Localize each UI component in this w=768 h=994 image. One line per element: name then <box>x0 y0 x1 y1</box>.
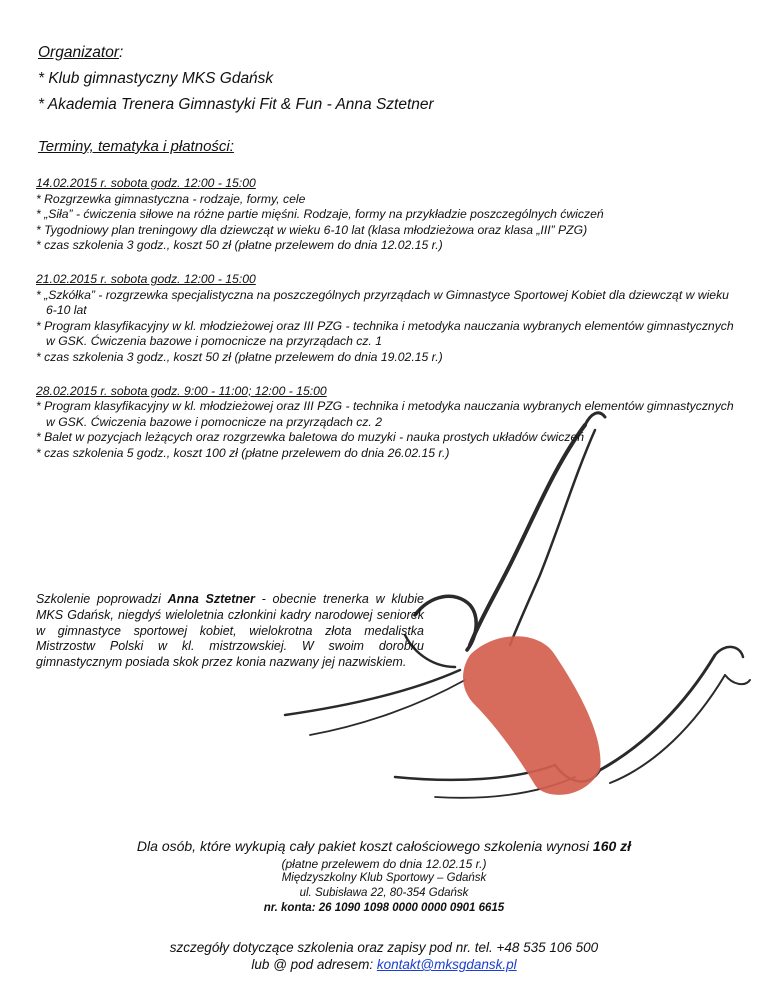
email-line <box>0 957 768 972</box>
organizer-block <box>38 40 434 118</box>
session-1-item-3: * Tygodniowy plan treningowy dla dziewcząt w wieku 6-10 lat (klasa młodzieżowa oraz klasa „III” PZG) <box>36 222 588 237</box>
organizer-label: Organizator <box>38 44 119 61</box>
session-1-item-2: * „Siła” - ćwiczenia siłowe na różne partie mięśni. Rodzaje, formy na przykładzie poszczególnych ćwiczeń <box>36 207 604 222</box>
package-text: Dla osób, które wykupią cały pakiet koszt całościowego szkolenia wynosi <box>136 838 593 854</box>
session-3-item-1: * Program klasyfikacyjny w kl. młodzieżowej oraz III PZG - technika i metodyka nauczania wybranych elementów gimnastycznych w GSK. Ćwiczenia bazowe i pomocnicze na przyrządach cz. 2 <box>36 399 734 429</box>
trainer-bio <box>36 592 424 671</box>
bank-account: nr. konta: 26 1090 1098 0000 0000 0901 6615 <box>263 902 505 914</box>
bio-text: - obecnie trenerka w klubie MKS Gdańsk, niegdyś wieloletnia członkini kadry narodowej seniorek w gimnastyce sportowej kobiet, wielokrotna złota medalistka Mistrzostw Polski w kl. mistrzowskiej. W swoim dorobku gimnastycznym posiada skok przez konia nazwany jej nazwiskiem. <box>36 592 424 670</box>
club-address: ul. Subisława 22, 80-354 Gdańsk <box>299 887 469 899</box>
session-1-item-1: * Rozgrzewka gimnastyczna - rodzaje, formy, cele <box>36 191 306 206</box>
contact-line: szczegóły dotyczące szkolenia oraz zapisy pod nr. tel. +48 535 106 500 <box>169 940 599 955</box>
session-1-item-4: * czas szkolenia 3 godz., koszt 50 zł (płatne przelewem do dnia 12.02.15 r.) <box>36 238 443 253</box>
session-2-item-1: * „Szkółka” - rozgrzewka specjalistyczna na poszczególnych przyrządach w Gimnastyce Sportowej Kobiet dla dziewcząt w wieku 6-10 lat <box>36 287 729 318</box>
email-prefix: lub @ pod adresem: <box>251 957 377 972</box>
club-name: Międzyszkolny Klub Sportowy – Gdańsk <box>281 872 487 884</box>
trainer-name: Anna Sztetner <box>167 592 255 606</box>
session-3-item-2: * Balet w pozycjach leżących oraz rozgrzewka baletowa do muzyki - nauka prostych układów ćwiczeń <box>36 430 585 445</box>
organizer-suffix: : <box>118 44 124 61</box>
session-2-date: 21.02.2015 r. sobota godz. 12:00 - 15:00 <box>36 271 256 286</box>
session-2-item-2: * Program klasyfikacyjny w kl. młodzieżowej oraz III PZG - technika i metodyka nauczania wybranych elementów gimnastycznych w GSK. Ćwiczenia bazowe i pomocnicze na przyrządach cz. 1 <box>36 318 734 349</box>
session-2 <box>36 272 736 366</box>
package-price: 160 zł <box>592 838 632 854</box>
organizer-heading <box>38 40 434 66</box>
package-payment-note: (płatne przelewem do dnia 12.02.15 r.) <box>281 857 487 871</box>
section-title: Terminy, tematyka i płatności: <box>38 138 234 155</box>
session-2-item-3: * czas szkolenia 3 godz., koszt 50 zł (płatne przelewem do dnia 19.02.15 r.) <box>36 349 443 364</box>
organizer-line-2: * Akademia Trenera Gimnastyki Fit & Fun - Anna Sztetner <box>38 96 434 113</box>
sessions-list <box>36 176 736 480</box>
session-3-item-3: * czas szkolenia 5 godz., koszt 100 zł (płatne przelewem do dnia 26.02.15 r.) <box>36 445 450 460</box>
bio-prefix: Szkolenie poprowadzi <box>36 592 168 606</box>
email-link[interactable]: kontakt@mksgdansk.pl <box>376 957 517 972</box>
organizer-line-1: * Klub gimnastyczny MKS Gdańsk <box>38 70 274 87</box>
session-3 <box>36 384 736 462</box>
package-offer <box>0 838 768 854</box>
session-1 <box>36 176 736 254</box>
session-3-date: 28.02.2015 r. sobota godz. 9:00 - 11:00; 12:00 - 15:00 <box>36 383 327 398</box>
session-1-date: 14.02.2015 r. sobota godz. 12:00 - 15:00 <box>36 176 256 190</box>
